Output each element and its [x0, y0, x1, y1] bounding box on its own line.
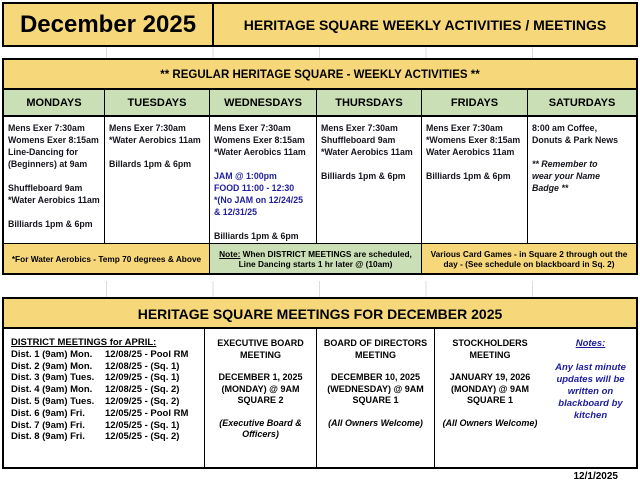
- day-column-saturdays: [528, 117, 636, 243]
- activity-line: [532, 146, 635, 158]
- day-header-fridays: FRIDAYS: [422, 90, 528, 115]
- meeting-date-line: SQUARE 1: [466, 395, 513, 405]
- meetings-section: [2, 297, 638, 469]
- water-aerobics-note: *For Water Aerobics - Temp 70 degrees & Above: [4, 244, 210, 273]
- meetings-banner: HERITAGE SQUARE MEETINGS FOR DECEMBER 2025: [4, 299, 636, 329]
- meetings-table: [4, 329, 636, 467]
- meeting-title-line: EXECUTIVE BOARD: [217, 338, 304, 348]
- district-meeting-day: Dist. 4 (9am) Mon.: [11, 384, 93, 396]
- activity-line: [8, 206, 103, 218]
- notes-heading: Notes:: [575, 338, 606, 349]
- activity-line: & 12/31/25: [214, 207, 258, 217]
- activity-line: *Water Aerobics 11am: [321, 147, 413, 157]
- note-rest: When DISTRICT MEETINGS are scheduled, Line Dancing starts 1 hr later @ (10am): [238, 248, 412, 269]
- district-note-text: [213, 249, 418, 269]
- meeting-date-line: JANUARY 19, 2026: [449, 372, 531, 382]
- activity-line: Line-Dancing for: [8, 147, 78, 157]
- district-meeting-date: 12/09/25 - (Sq. 2): [105, 395, 180, 407]
- day-column-wednesdays: [210, 117, 317, 243]
- district-meeting-date: 12/05/25 - (Sq. 1): [105, 419, 180, 431]
- activity-line: Mens Exer 7:30am: [214, 123, 291, 133]
- activity-line: Billiards 1pm & 6pm: [214, 231, 299, 241]
- district-meeting-row: [11, 431, 202, 443]
- note-label: Note:: [219, 248, 241, 259]
- district-meeting-day: Dist. 5 (9am) Tues.: [11, 395, 95, 407]
- meeting-date-line: (WEDNESDAY) @ 9AM: [327, 383, 424, 394]
- spacer: [207, 361, 314, 372]
- meeting-date-line: DECEMBER 10, 2025: [330, 372, 421, 382]
- footer-date: 12/1/2025: [573, 471, 618, 482]
- activity-line: [8, 170, 103, 182]
- activity-line: *(No JAM on 12/24/25: [214, 195, 303, 205]
- district-meeting-date: 12/05/25 - (Sq. 2): [105, 431, 180, 443]
- activity-line: wear your Name: [532, 171, 600, 181]
- activity-line: Shuffleboard 9am: [321, 135, 396, 145]
- activity-line: Badge **: [532, 183, 569, 193]
- day-column-mondays: [4, 117, 105, 243]
- activity-line: Mens Exer 7:30am: [321, 123, 398, 133]
- day-header-tuesdays: TUESDAYS: [105, 90, 210, 115]
- activity-line: Womens Exer 8:15am: [214, 135, 305, 145]
- activity-line: Mens Exer 7:30am: [109, 123, 186, 133]
- district-meeting-row: [11, 408, 202, 420]
- activity-line: (Beginners) at 9am: [8, 159, 88, 169]
- meeting-date-line: SQUARE 2: [237, 395, 284, 405]
- activity-line: [321, 158, 420, 170]
- grid-gap: [2, 47, 638, 58]
- district-meeting-row: [11, 349, 202, 361]
- meeting-title-line: MEETING: [239, 349, 281, 360]
- page-title: HERITAGE SQUARE WEEKLY ACTIVITIES / MEETINGS: [243, 16, 607, 33]
- district-meeting-date: 12/05/25 - Pool RM: [105, 407, 189, 419]
- activity-line: FOOD 11:00 - 12:30: [214, 183, 295, 193]
- activity-line: [426, 158, 526, 170]
- activity-line: Mens Exer 7:30am: [426, 123, 503, 133]
- top-header: [2, 2, 638, 47]
- card-games-note: Various Card Games - in Square 2 through out the day - (See schedule on blackboard in Sq. 2): [422, 244, 636, 273]
- district-meeting-day: Dist. 7 (9am) Fri.: [11, 419, 85, 431]
- weekly-activities-table: [2, 58, 638, 275]
- meeting-title-line: MEETING: [354, 349, 396, 360]
- activity-line: *Water Aerobics 11am: [8, 195, 100, 205]
- day-header-wednesdays: WEDNESDAYS: [210, 90, 317, 115]
- district-meeting-day: Dist. 1 (9am) Mon.: [11, 348, 93, 360]
- activity-line: *Womens Exer 8:15am: [426, 135, 521, 145]
- district-meeting-day: Dist. 6 (9am) Fri.: [11, 407, 85, 419]
- meeting-title-line: MEETING: [469, 349, 511, 360]
- district-meeting-day: Dist. 2 (9am) Mon.: [11, 360, 93, 372]
- grid-gap: [2, 281, 638, 297]
- activity-line: *Water Aerobics 11am: [109, 135, 201, 145]
- meeting-date-line: (MONDAY) @ 9AM: [221, 383, 300, 394]
- activity-line: Shuffleboard 9am: [8, 183, 83, 193]
- district-meeting-row: [11, 396, 202, 408]
- day-column-fridays: [422, 117, 528, 243]
- activity-line: [214, 218, 315, 230]
- spacer: [319, 361, 432, 372]
- district-meetings-list: [11, 349, 202, 443]
- day-column-thursdays: [317, 117, 422, 243]
- activity-line: Billiards 1pm & 6pm: [321, 171, 406, 181]
- district-meeting-row: [11, 384, 202, 396]
- day-header-row: [4, 90, 636, 117]
- day-header-saturdays: SATURDAYS: [548, 96, 616, 109]
- activity-line: Water Aerobics 11am: [426, 147, 515, 157]
- notes-body: Any last minute updates will be written on blackboard by kitchen: [555, 362, 626, 421]
- activity-line: Donuts & Park News: [532, 135, 619, 145]
- district-meeting-date: 12/09/25 - (Sq. 1): [105, 372, 180, 384]
- meeting-note: (All Owners Welcome): [328, 417, 423, 428]
- notes-cell: [545, 329, 636, 467]
- day-content-row: [4, 117, 636, 244]
- district-meeting-row: [11, 420, 202, 432]
- weekly-activities-banner: ** REGULAR HERITAGE SQUARE - WEEKLY ACTIVITIES **: [4, 60, 636, 90]
- district-meeting-date: 12/08/25 - (Sq. 1): [105, 360, 180, 372]
- meeting-title-line: BOARD OF DIRECTORS: [323, 338, 428, 348]
- stockholders-meeting-cell: [435, 329, 545, 467]
- weekly-notes-row: [4, 244, 636, 273]
- district-meetings-note: [210, 244, 422, 273]
- activity-line: Billiards 1pm & 6pm: [8, 219, 93, 229]
- activity-line: [109, 146, 208, 158]
- meeting-note: (All Owners Welcome): [442, 417, 538, 428]
- board-of-directors-meeting-cell: [317, 329, 435, 467]
- district-meeting-row: [11, 372, 202, 384]
- district-meetings-cell: [4, 329, 205, 467]
- district-meeting-day: Dist. 8 (9am) Fri.: [11, 431, 85, 443]
- activity-line: Mens Exer 7:30am: [8, 123, 85, 133]
- meeting-date-line: DECEMBER 1, 2025: [218, 372, 303, 382]
- activity-line: 8:00 am Coffee,: [532, 123, 598, 133]
- meeting-title-line: STOCKHOLDERS: [452, 338, 528, 348]
- activity-line: JAM @ 1:00pm: [214, 171, 277, 181]
- activity-line: [214, 158, 315, 170]
- spacer: [437, 361, 543, 372]
- activity-line: Billards 1pm & 6pm: [109, 159, 192, 169]
- district-meeting-row: [11, 361, 202, 373]
- day-header-mondays: MONDAYS: [4, 90, 105, 115]
- meeting-note: (Executive Board & Officers): [219, 417, 302, 439]
- meeting-date-line: SQUARE 1: [352, 395, 399, 405]
- board-meeting-columns: [205, 329, 545, 467]
- district-meeting-date: 12/08/25 - Pool RM: [105, 348, 189, 360]
- meeting-date-line: (MONDAY) @ 9AM: [451, 383, 529, 394]
- day-header-thursdays: THURSDAYS: [317, 90, 422, 115]
- executive-board-meeting-cell: [205, 329, 317, 467]
- activity-line: Billiards 1pm & 6pm: [426, 171, 511, 181]
- month-title: December 2025: [4, 4, 214, 45]
- day-column-tuesdays: [105, 117, 210, 243]
- district-meeting-day: Dist. 3 (9am) Tues.: [11, 372, 95, 384]
- activity-line: ** Remember to: [532, 159, 598, 169]
- district-meeting-date: 12/08/25 - (Sq. 2): [105, 384, 180, 396]
- activity-line: Womens Exer 8:15am: [8, 135, 99, 145]
- district-meetings-heading: DISTRICT MEETINGS for APRIL:: [11, 337, 157, 348]
- activity-line: *Water Aerobics 11am: [214, 147, 306, 157]
